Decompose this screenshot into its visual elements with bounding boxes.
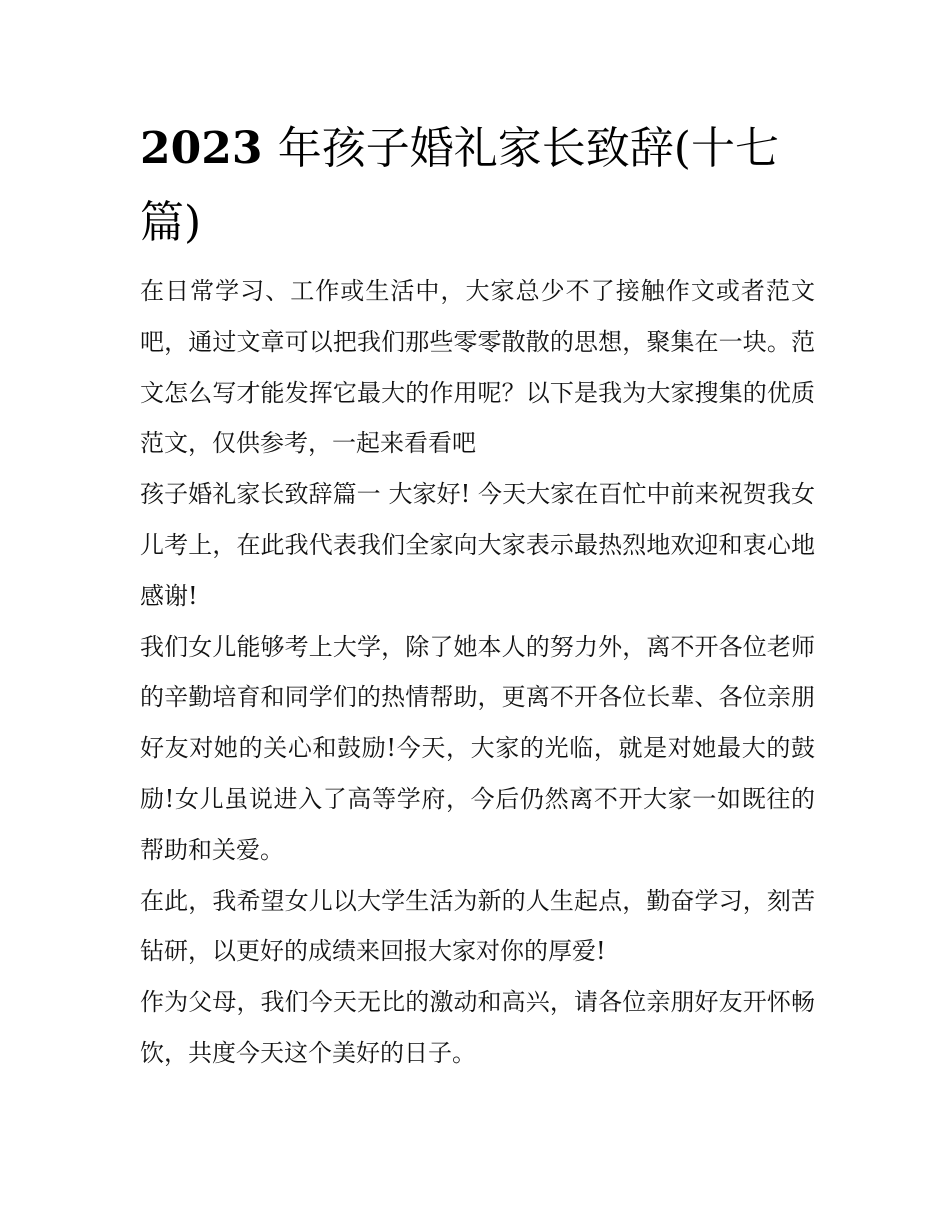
speech-paragraph-3: 在此，我希望女儿以大学生活为新的人生起点，勤奋学习，刻苦钻研，以更好的成绩来回报大家对你的厚爱!: [140, 886, 815, 966]
title-number: 2023: [140, 123, 263, 174]
speech-paragraph-4: 作为父母，我们今天无比的激动和高兴，请各位亲朋好友开怀畅饮，共度今天这个美好的日子。: [140, 988, 815, 1067]
document-body: [140, 112, 815, 1079]
speech-paragraph-1: 孩子婚礼家长致辞篇一 大家好! 今天大家在百忙中前来祝贺我女儿考上，在此我代表我们全家向大家表示最热烈地欢迎和衷心地感谢!: [140, 480, 815, 610]
intro-paragraph: 在日常学习、工作或生活中，大家总少不了接触作文或者范文吧，通过文章可以把我们那些零零散散的思想，聚集在一块。范文怎么写才能发挥它最大的作用呢？以下是我为大家搜集的优质范文，仅供参考，一起来看看吧: [140, 277, 815, 458]
title-text: 年孩子婚礼家长致辞(十七篇): [140, 123, 779, 248]
document-title: [140, 112, 815, 260]
speech-paragraph-2: 我们女儿能够考上大学，除了她本人的努力外，离不开各位老师的辛勤培育和同学们的热情帮助，更离不开各位长辈、各位亲朋好友对她的关心和鼓励!今天，大家的光临，就是对她最大的鼓励!女儿虽说进入了高等学府，今后仍然离不开大家一如既往的帮助和关爱。: [140, 632, 815, 864]
